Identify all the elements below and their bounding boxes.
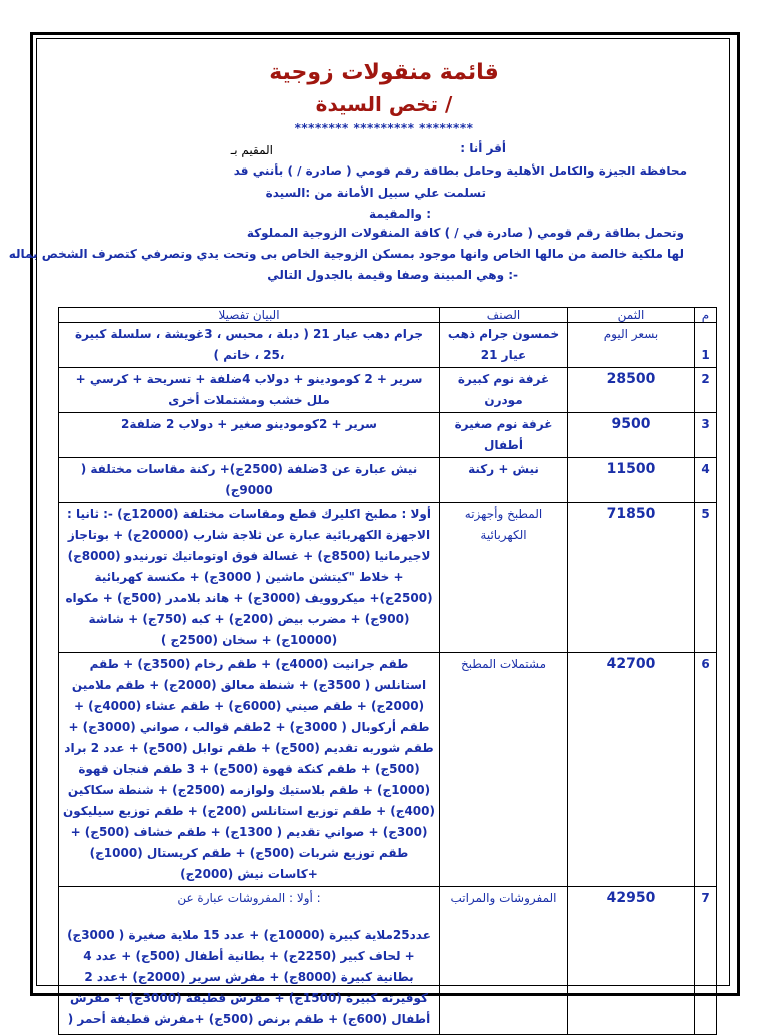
table-row	[59, 887, 717, 1035]
row-type: مشتملات المطبخ	[440, 653, 568, 887]
row-price: 11500	[568, 458, 695, 503]
table-row	[59, 368, 717, 413]
row-price: 71850	[568, 503, 695, 653]
row-desc-heading: : أولا : المفروشات عبارة عن	[177, 891, 321, 905]
header-num: م	[695, 308, 717, 323]
row-desc-cell	[59, 887, 440, 1035]
intro-line-6: وتحمل بطاقة رقم قومي ( صادرة في / ) كافة المنقولات الزوجية المملوكة	[246, 226, 684, 240]
row-num: 6	[695, 653, 717, 887]
row-type: المطبخ وأجهزته الكهربائية	[440, 503, 568, 653]
row-desc: سرير + 2كومودينو صغير + دولاب 2 ضلفة2	[59, 413, 440, 458]
header-price: الثمن	[568, 308, 695, 323]
intro-line-2: المقيم بـ	[230, 143, 273, 157]
row-desc: أولا : مطبخ اكليرك قطع ومقاسات مختلفة (12000ج) -: ثانيا : الاجهزة الكهربائية عبارة عن ثلاجة شارب (20000ج) + بوتاجاز لاجيرمانيا (8500ج) + غسالة فوق اوتوماتيك تورنيدو (8000ج) + خلاط "كيتشن ماشين ( 3000ج) + مكنسة كهربائية (2500ج)+ ميكروويف (3000ج) + هاند بلامدر (500ج) + مكواه (900ج) + مضرب بيض (200ج) + كبه (750ج) + شاشة (10000ج) + سخان (2500ج )	[59, 503, 440, 653]
row-price: 42950	[568, 887, 695, 1035]
table-header-row	[59, 308, 717, 323]
row-price: 42700	[568, 653, 695, 887]
row-desc-spacer	[63, 909, 435, 925]
row-desc: نيش عبارة عن 3ضلفة (2500ج)+ ركنة مقاسات مختلفة ( 9000ج)	[59, 458, 440, 503]
document-subtitle: / تخص السيدة	[315, 92, 453, 116]
table-row	[59, 413, 717, 458]
row-desc: جرام دهب عيار 21 ( دبلة ، محبس ، 3غويشة ، سلسلة كبيرة ،25 ، خاتم )	[59, 323, 440, 368]
table-row	[59, 503, 717, 653]
row-desc: طقم جرانيت (4000ج) + طقم رخام (3500ج) + طقم استانلس ( 3500ج) + شنطة معالق (2000ج) + طقم ملامين (2000ج) + طقم صيني (6000ج) + طقم عشاء (4000ج) + طقم أركوبال ( 3000ج) + 2طقم قوالب ، صواني (3000ج) + طقم شوربه تقديم (500ج) + طقم توابل (500ج) + عدد 2 براد (500ج) + طقم كنكة قهوة (500ج) + 3 طقم فنجان قهوة (1000ج) + طقم بلاستيك ولوازمه (2500ج) + شنطة سكاكين (400ج) + طقم توزيع استانلس (200ج) + طقم توزيع سيليكون (300ج) + صواني تقديم ( 1300ج) + طقم خشاف (500ج) + طقم توزيع شربات (500ج) + طقم كريستال (1000ج) +كاسات نيش (2000ج)	[59, 653, 440, 887]
stars-divider: ******** ********* ********	[294, 121, 474, 135]
intro-line-8: -: وهي المبينة وصفا وقيمة بالجدول التالي	[267, 268, 518, 282]
table-row	[59, 323, 717, 368]
row-type: المفروشات والمراتب	[440, 887, 568, 1035]
row-num: 1	[695, 323, 717, 368]
row-num: 3	[695, 413, 717, 458]
row-num: 5	[695, 503, 717, 653]
intro-line-7: لها ملكية خالصة من مالها الخاص وانها موجود بمسكن الزوجية الخاص بى وتحت يدي وتصرفي كتصرف الشخص بماله	[8, 247, 684, 261]
row-num: 4	[695, 458, 717, 503]
row-desc: سرير + 2 كومودينو + دولاب 4ضلفة + تسريحة + كرسي + ملل خشب ومشتملات أخرى	[59, 368, 440, 413]
row-type: غرفة نوم صغيرة أطفال	[440, 413, 568, 458]
intro-line-5: : والمقيمة	[369, 207, 431, 221]
header-type: الصنف	[440, 308, 568, 323]
items-table	[58, 307, 717, 1035]
row-type: نيش + ركنة	[440, 458, 568, 503]
row-desc: عدد25ملاية كبيرة (10000ج) + عدد 15 ملاية صغيرة ( 3000ج) + لحاف كبير (2250ج) + بطانية أطفال (500ج) + عدد 4 بطانية كبيرة (8000ج) + مفرش سرير (2000ج) +عدد 2 كوفيرته كبيرة (1500ج) + مفرش قطيفة (3000ج) + مفرش أطفال (600ج) + طقم برنص (500ج) +مفرش قطيفة أحمر (	[67, 928, 431, 1026]
table-row	[59, 653, 717, 887]
row-price: 9500	[568, 413, 695, 458]
row-price: بسعر اليوم	[568, 323, 695, 368]
document-title: قائمة منقولات زوجية	[269, 60, 499, 85]
table-row	[59, 458, 717, 503]
row-num: 2	[695, 368, 717, 413]
row-price: 28500	[568, 368, 695, 413]
row-type: غرفة نوم كبيرة مودرن	[440, 368, 568, 413]
intro-line-3: محافظة الجيزة والكامل الأهلية وحامل بطاقة رقم قومي ( صادرة / ) بأنني قد	[233, 164, 687, 178]
intro-line-4: تسلمت علي سبيل الأمانة من :السيدة	[265, 186, 486, 200]
row-num: 7	[695, 887, 717, 1035]
intro-line-1: أقر أنا :	[460, 141, 506, 155]
header-desc: البيان تفصيلا	[59, 308, 440, 323]
row-type: خمسون جرام ذهب عيار 21	[440, 323, 568, 368]
